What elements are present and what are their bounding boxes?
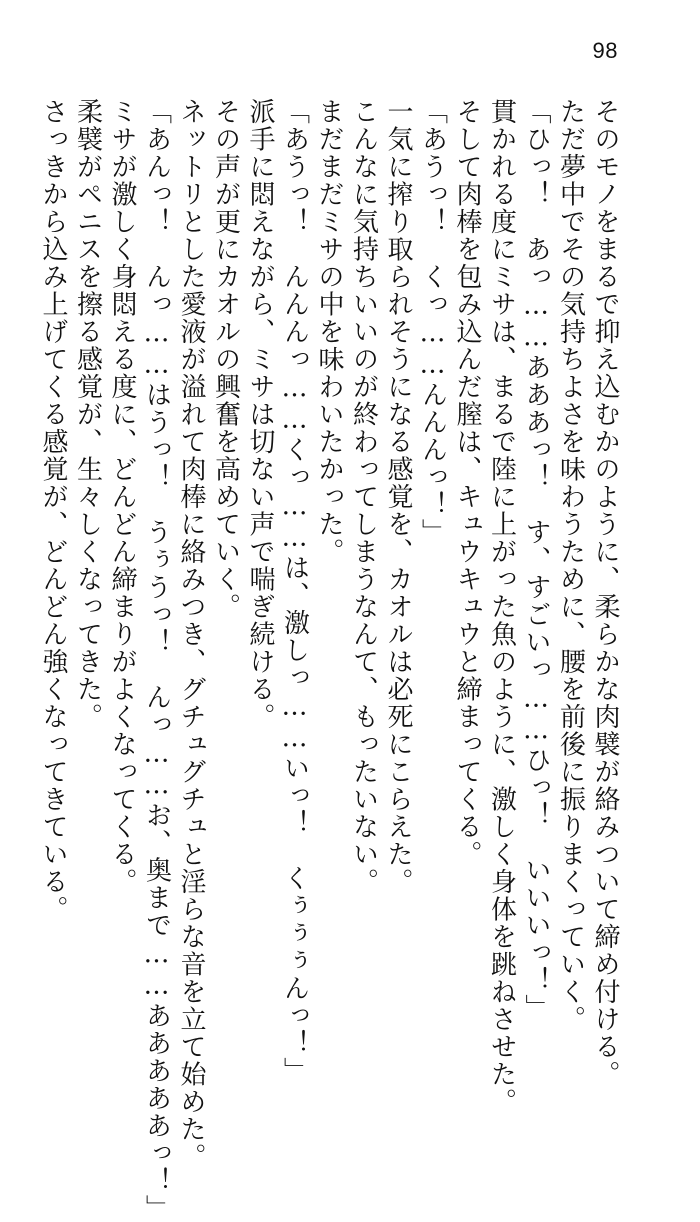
text-line: ただ夢中でその気持ちよさを味わうために、腰を前後に振りまくっていく。 <box>555 98 586 1033</box>
text-line: 「あうっ！ くっ……んんんっ！」 <box>417 98 448 546</box>
text-line: こんなに気持ちいいのが終わってしまうなんて、もったいない。 <box>348 98 379 896</box>
text-line: そして肉棒を包み込んだ膣は、キュウキュウと締まってくる。 <box>452 98 482 868</box>
novel-text-block <box>36 98 623 1222</box>
text-line: その声が更にカオルの興奮を高めていく。 <box>210 98 241 621</box>
text-line: まだまだミサの中を味わいたかった。 <box>314 98 344 566</box>
page-number: 98 <box>592 38 618 63</box>
text-line: ネットリとした愛液が溢れて肉棒に絡みつき、グチュグチュと淫らな音を立て始めた。 <box>176 98 206 1171</box>
text-line: そのモノをまるで抑え込むかのように、柔らかな肉襞が絡みついて締め付ける。 <box>590 98 620 1088</box>
text-line: 一気に搾り取られそうになる感覚を、カオルは必死にこらえた。 <box>383 98 413 896</box>
text-line: 「あんっ！ んっ……はうっ！ うぅうっ！ んっ……お、奥まで……あああああっ！」 <box>141 98 172 1222</box>
text-line: さっきから込み上げてくる感覚が、どんどん強くなってきている。 <box>38 98 68 923</box>
text-line: 柔襞がペニスを擦る感覚が、生々しくなってきた。 <box>72 98 103 731</box>
text-line: 「あうっ！ んんんっ……くっ……は、激しっ……いっ！ くぅぅぅんっ！」 <box>279 98 310 1085</box>
text-line: ミサが激しく身悶える度に、どんどん締まりがよくなってくる。 <box>107 98 137 896</box>
text-line: 貫かれる度にミサは、まるで陸に上がった魚のように、激しく身体を跳ねさせた。 <box>486 98 517 1116</box>
text-line: 「ひっ！ あっ……あああっ！ す、すごいっ……ひっ！ いいいっ！」 <box>521 98 551 1022</box>
text-line: 派手に悶えながら、ミサは切ない声で喘ぎ続ける。 <box>245 98 275 731</box>
